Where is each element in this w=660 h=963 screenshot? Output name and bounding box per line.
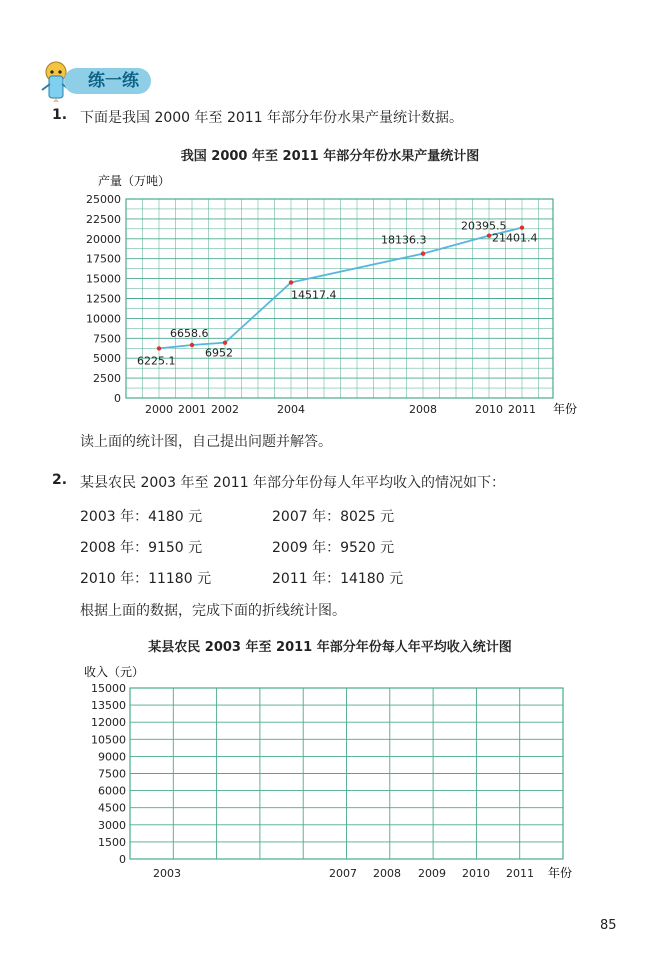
y-tick-label: 10500 (91, 733, 126, 747)
y-tick-label: 3000 (98, 818, 126, 832)
income-data-cell: 2003 年：4180 元 (80, 509, 203, 525)
x-tick-label: 2003 (153, 867, 181, 880)
question-1-text: 下面是我国 2000 年至 2011 年部分年份水果产量统计数据。 (80, 110, 464, 126)
question-2-number: 2. (52, 472, 68, 488)
y-tick-label: 13500 (91, 699, 126, 713)
income-data-cell: 2009 年：9520 元 (272, 540, 395, 556)
x-tick-label: 2010 (462, 867, 490, 880)
y-tick-label: 0 (119, 853, 126, 866)
y-tick-label: 10000 (86, 312, 121, 326)
x-tick-label: 2004 (277, 403, 305, 416)
x-tick-label: 2010 (475, 403, 503, 416)
y-tick-label: 7500 (98, 767, 126, 781)
x-tick-label: 2001 (178, 403, 206, 416)
y-tick-label: 22500 (86, 212, 121, 226)
y-tick-label: 12000 (91, 716, 126, 730)
y-tick-label: 15000 (91, 682, 126, 695)
x-tick-label: 2002 (211, 403, 239, 416)
page-number: 85 (600, 918, 617, 933)
y-tick-label: 2500 (93, 372, 121, 386)
income-data-cell: 2010 年：11180 元 (80, 571, 212, 587)
data-label: 6225.1 (137, 354, 176, 368)
x-tick-label: 2011 (506, 867, 534, 880)
y-tick-label: 25000 (86, 193, 121, 206)
data-label: 20395.5 (461, 219, 507, 233)
data-label: 6658.6 (170, 326, 209, 340)
question-1-followup: 读上面的统计图，自己提出问题并解答。 (80, 434, 332, 450)
y-tick-label: 15000 (86, 272, 121, 286)
x-tick-label: 2008 (409, 403, 437, 416)
x-tick-label: 2000 (145, 403, 173, 416)
chart-1-ylabel: 产量（万吨） (98, 174, 171, 188)
income-data-cell: 2011 年：14180 元 (272, 571, 404, 587)
data-label: 21401.4 (492, 231, 538, 245)
data-label: 18136.3 (381, 233, 427, 247)
y-tick-label: 20000 (86, 232, 121, 246)
income-data-cell: 2007 年：8025 元 (272, 509, 395, 525)
chart-1-xlabel: 年份 (553, 402, 578, 416)
chart-2-title: 某县农民 2003 年至 2011 年部分年份每人年平均收入统计图 (148, 640, 512, 655)
data-label: 6952 (205, 346, 233, 360)
data-label: 14517.4 (291, 288, 337, 302)
chart-1-title: 我国 2000 年至 2011 年部分年份水果产量统计图 (180, 149, 480, 164)
x-tick-label: 2007 (329, 867, 357, 880)
y-tick-label: 1500 (98, 835, 126, 849)
y-tick-label: 12500 (86, 292, 121, 306)
chart-2-ylabel: 收入（元） (84, 665, 145, 679)
chart-2-xlabel: 年份 (548, 866, 573, 880)
question-2-instruction: 根据上面的数据，完成下面的折线统计图。 (80, 603, 346, 619)
x-tick-label: 2008 (373, 867, 401, 880)
y-tick-label: 6000 (98, 784, 126, 798)
x-tick-label: 2011 (508, 403, 536, 416)
y-tick-label: 9000 (98, 750, 126, 764)
y-tick-label: 0 (114, 392, 121, 405)
x-tick-label: 2009 (418, 867, 446, 880)
y-tick-label: 7500 (93, 332, 121, 346)
question-1-number: 1. (52, 107, 68, 123)
question-2-text: 某县农民 2003 年至 2011 年部分年份每人年平均收入的情况如下： (80, 475, 506, 491)
section-title: 练一练 (64, 68, 151, 94)
y-tick-label: 17500 (86, 252, 121, 266)
y-tick-label: 4500 (98, 801, 126, 815)
income-data-cell: 2008 年：9150 元 (80, 540, 203, 556)
y-tick-label: 5000 (93, 352, 121, 366)
